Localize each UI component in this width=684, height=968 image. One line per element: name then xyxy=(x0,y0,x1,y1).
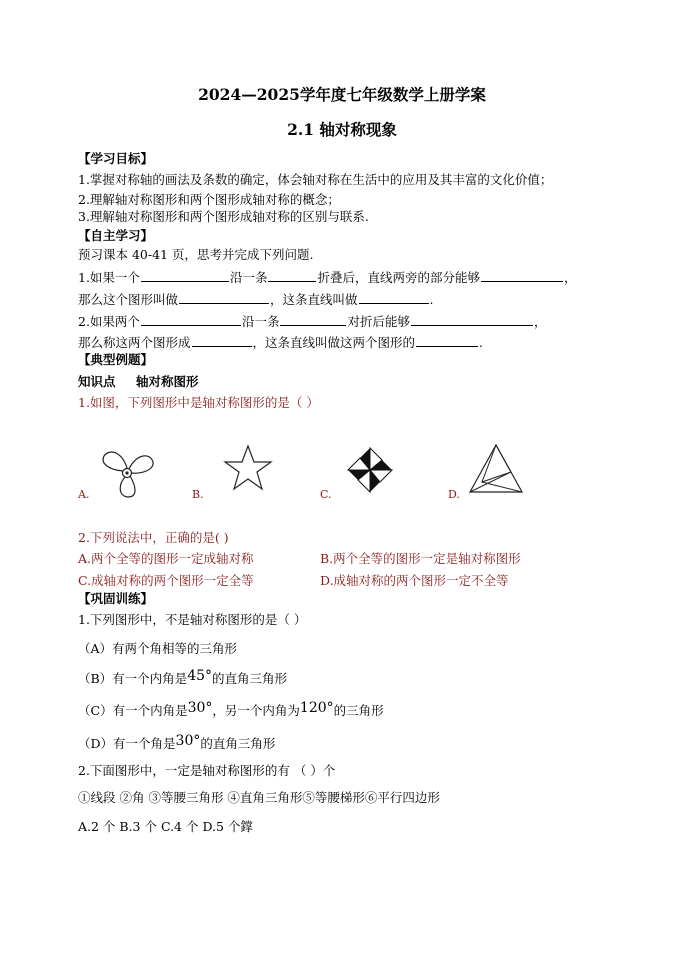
figure-label-b: B. xyxy=(192,488,204,501)
goal-item: 3.理解轴对称图形和两个图形成轴对称的区别与联系. xyxy=(78,209,369,224)
goal-item: 1.掌握对称轴的画法及条数的确定，体会轴对称在生活中的应用及其丰富的文化价值； xyxy=(78,172,553,187)
example-option-b: B.两个全等的图形一定是轴对称图形 xyxy=(320,551,521,566)
practice-option-d: （D）有一个角是30°的直角三角形 xyxy=(78,733,276,751)
practice-option-c: （C）有一个内角是30°，另一个内角为120°的三角形 xyxy=(78,700,384,718)
knowledge-point-title: 轴对称图形 xyxy=(136,374,199,389)
fill-question-1b: 那么这个图形叫做 ，这条直线叫做 . xyxy=(78,292,434,307)
practice-question-2-options: A.2 个 B.3 个 C.4 个 D.5 个鐣 xyxy=(78,819,253,834)
fill-question-2b: 那么称这两个图形成 ，这条直线叫做这两个图形的 . xyxy=(78,335,484,350)
fill-question-2a: 2.如果两个 沿一条 对折后能够 ， xyxy=(78,314,547,329)
star-figure xyxy=(222,444,274,492)
section-heading-goals: 【学习目标】 xyxy=(78,151,154,166)
pinwheel-figure xyxy=(342,444,398,496)
practice-question-2-items: ①线段 ②角 ③等腰三角形 ④直角三角形⑤等腰梯形⑥平行四边形 xyxy=(78,790,440,805)
propeller-figure xyxy=(96,444,158,500)
section-heading-practice: 【巩固训练】 xyxy=(78,591,154,606)
nested-triangle-figure xyxy=(466,442,526,496)
practice-question-2: 2.下面图形中，一定是轴对称图形的有 （ ）个 xyxy=(78,763,336,778)
figure-label-c: C. xyxy=(320,488,332,501)
section-heading-examples: 【典型例题】 xyxy=(78,352,154,367)
figure-label-d: D. xyxy=(448,488,460,501)
example-question-1: 1.如图，下列图形中是轴对称图形的是（ ） xyxy=(78,395,319,410)
example-option-d: D.成轴对称的两个图形一定不全等 xyxy=(320,573,509,588)
knowledge-point-label: 知识点 xyxy=(78,374,116,389)
example-question-2: 2.下列说法中，正确的是( ) xyxy=(78,530,229,545)
figure-label-a: A. xyxy=(78,488,90,501)
example-option-c: C.成轴对称的两个图形一定全等 xyxy=(78,573,254,588)
section-heading-self-study: 【自主学习】 xyxy=(78,228,154,243)
practice-question-1: 1.下列图形中，不是轴对称图形的是（ ） xyxy=(78,612,307,627)
self-study-intro: 预习课本 40-41 页，思考并完成下列问题. xyxy=(78,247,314,262)
page-title: 2024—2025学年度七年级数学上册学案 xyxy=(198,85,486,104)
goal-item: 2.理解轴对称图形和两个图形成轴对称的概念； xyxy=(78,192,340,207)
practice-option-a: （A）有两个角相等的三角形 xyxy=(78,641,238,656)
practice-option-b: （B）有一个内角是45°的直角三角形 xyxy=(78,668,288,686)
fill-question-1a: 1.如果一个 沿一条 折叠后，直线两旁的部分能够 ， xyxy=(78,270,577,285)
example-option-a: A.两个全等的图形一定成轴对称 xyxy=(78,551,254,566)
page-subtitle: 2.1 轴对称现象 xyxy=(287,120,397,139)
